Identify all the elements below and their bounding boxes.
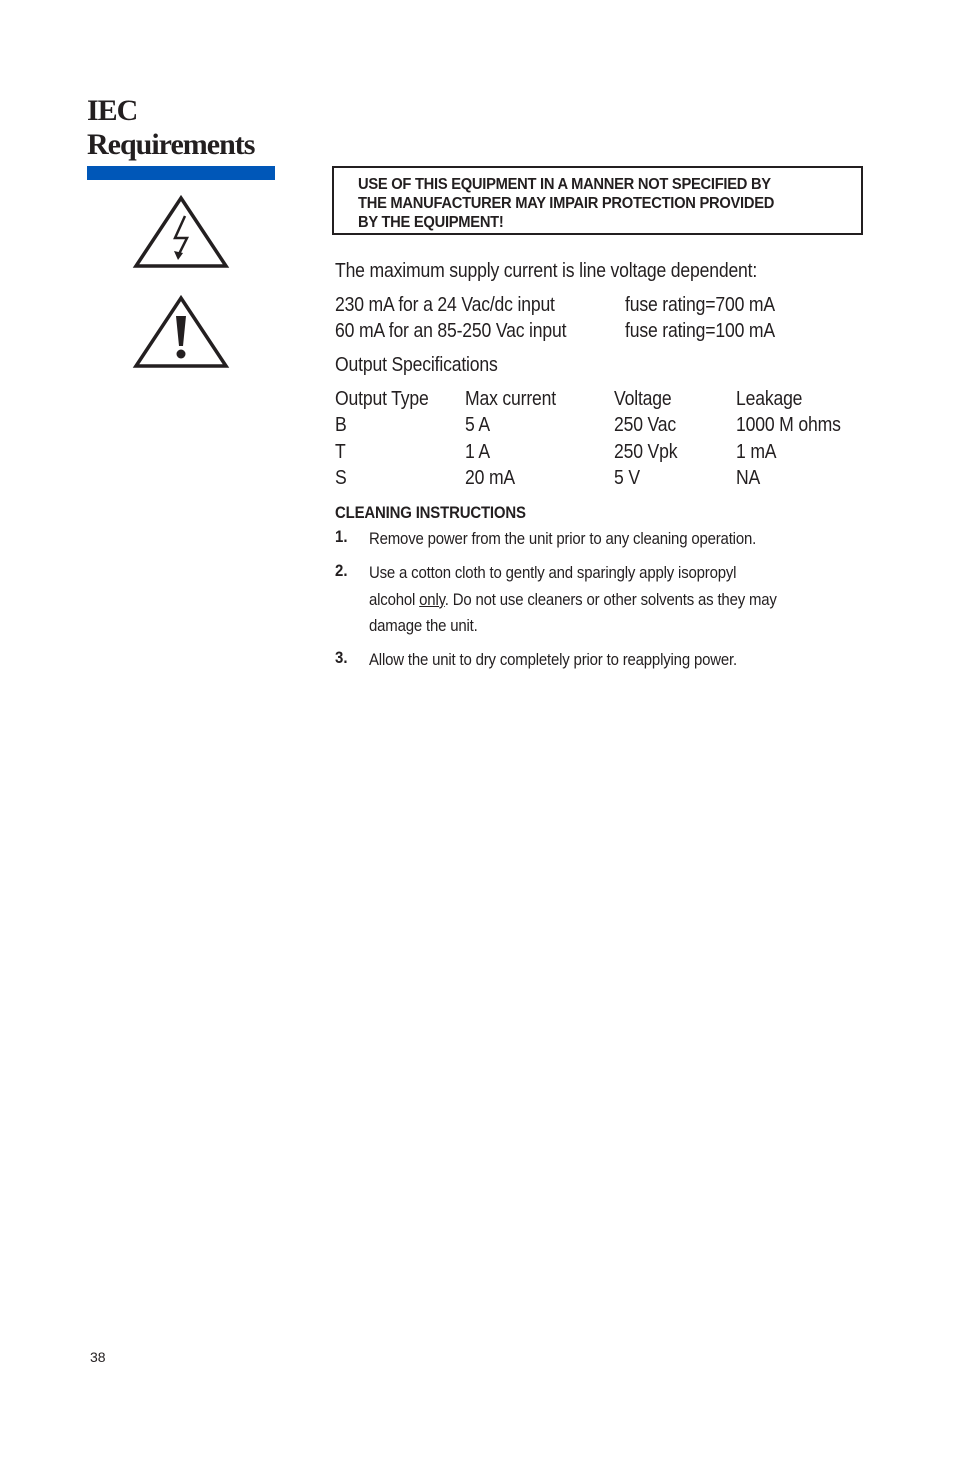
- step-2-line-3: damage the unit.: [369, 616, 478, 635]
- step-2-line-2-start: alcohol: [369, 590, 420, 609]
- table-cell: B: [335, 414, 347, 436]
- step-2-emphasis: only: [419, 590, 445, 609]
- supply-row-1-input: 230 mA for a 24 Vac/dc input: [335, 294, 555, 316]
- page-number: 38: [90, 1349, 106, 1365]
- cleaning-heading: CLEANING INSTRUCTIONS: [335, 503, 526, 522]
- table-cell: 5 A: [465, 414, 490, 436]
- output-heading: Output Specifications: [335, 354, 498, 376]
- step-2-line-1: Use a cotton cloth to gently and sparingly apply isopropyl: [369, 563, 737, 582]
- table-cell: S: [335, 467, 347, 489]
- table-cell: T: [335, 441, 346, 463]
- table-cell: 250 Vpk: [614, 441, 678, 463]
- output-header-voltage: Voltage: [614, 388, 672, 410]
- step-1-text: Remove power from the unit prior to any cleaning operation.: [369, 529, 757, 548]
- table-cell: 1 A: [465, 441, 490, 463]
- step-2-number: 2.: [335, 561, 348, 580]
- table-cell: 1000 M ohms: [736, 414, 841, 436]
- step-3-number: 3.: [335, 648, 348, 667]
- electrical-shock-warning-icon: [132, 194, 230, 270]
- step-2-line-2-end: . Do not use cleaners or other solvents as they may: [444, 590, 777, 609]
- page-title-line-1: IEC: [87, 94, 138, 127]
- output-header-current: Max current: [465, 388, 556, 410]
- caution-exclamation-icon: [132, 294, 230, 370]
- supply-row-1-fuse: fuse rating=700 mA: [625, 294, 775, 316]
- warning-line-1: USE OF THIS EQUIPMENT IN A MANNER NOT SPECIFIED BY: [358, 176, 771, 193]
- page-title-line-2: Requirements: [87, 128, 255, 161]
- table-cell: 20 mA: [465, 467, 515, 489]
- table-cell: 5 V: [614, 467, 640, 489]
- page-title: [87, 94, 254, 162]
- table-cell: NA: [736, 467, 761, 489]
- table-cell: 250 Vac: [614, 414, 677, 436]
- supply-intro: The maximum supply current is line voltage dependent:: [335, 260, 758, 282]
- title-accent-bar: [87, 166, 275, 180]
- step-3-text: Allow the unit to dry completely prior to reapplying power.: [369, 650, 737, 669]
- warning-box: [332, 166, 863, 235]
- output-header-type: Output Type: [335, 388, 429, 410]
- supply-row-2-fuse: fuse rating=100 mA: [625, 320, 775, 342]
- warning-line-2: THE MANUFACTURER MAY IMPAIR PROTECTION PROVIDED: [358, 195, 775, 212]
- step-2-line-2: [369, 587, 777, 613]
- warning-line-3: BY THE EQUIPMENT!: [358, 214, 504, 231]
- table-cell: 1 mA: [736, 441, 777, 463]
- step-1-number: 1.: [335, 527, 348, 546]
- output-header-leakage: Leakage: [736, 388, 803, 410]
- supply-row-2-input: 60 mA for an 85-250 Vac input: [335, 320, 567, 342]
